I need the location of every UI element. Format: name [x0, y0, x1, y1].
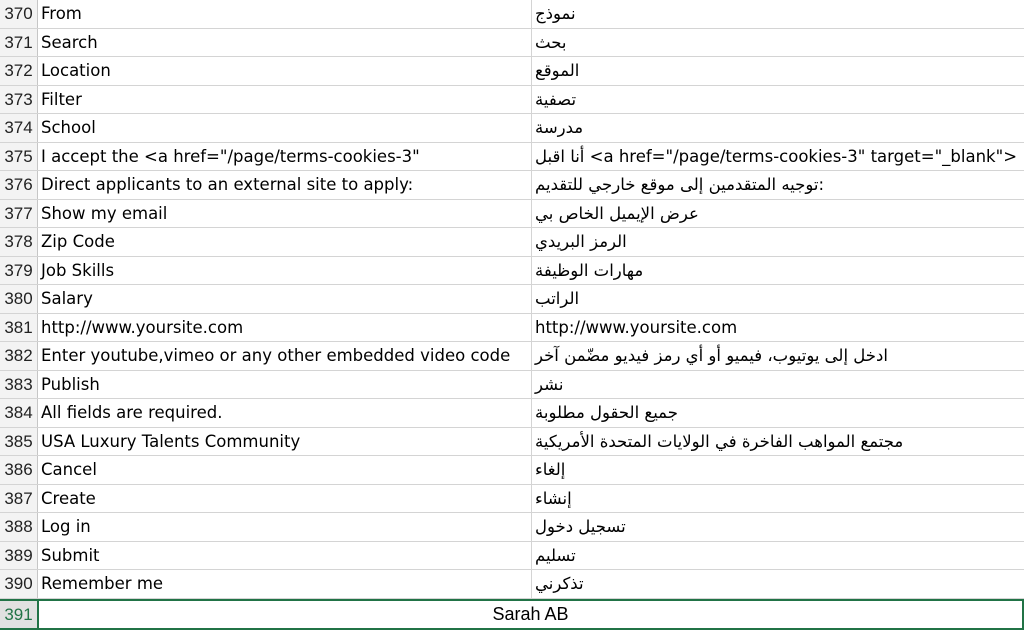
row-number[interactable]: 383	[0, 371, 38, 399]
english-cell[interactable]: Search	[38, 29, 532, 57]
table-row	[0, 171, 1024, 200]
english-cell[interactable]: Remember me	[38, 570, 532, 598]
english-cell[interactable]: http://www.yoursite.com	[38, 314, 532, 342]
english-cell[interactable]: Location	[38, 57, 532, 85]
arabic-cell[interactable]: تذكرني	[535, 574, 584, 593]
row-number[interactable]: 370	[0, 0, 38, 28]
row-number[interactable]: 391	[0, 601, 38, 628]
arabic-cell[interactable]: إنشاء	[535, 488, 572, 508]
row-number[interactable]: 376	[0, 171, 38, 199]
arabic-cell[interactable]: نشر	[535, 374, 564, 394]
arabic-cell[interactable]: إلغاء	[535, 460, 566, 479]
selected-row	[0, 599, 1024, 630]
arabic-cell[interactable]: تصفية	[535, 89, 577, 109]
english-cell[interactable]: Salary	[38, 285, 532, 313]
table-row	[0, 428, 1024, 457]
row-number[interactable]: 374	[0, 114, 38, 142]
english-cell[interactable]: Submit	[38, 542, 532, 570]
arabic-cell[interactable]: ادخل إلى يوتيوب، فيميو أو أي رمز فيديو مضّمن آخر	[535, 346, 888, 365]
table-row	[0, 285, 1024, 314]
table-row	[0, 399, 1024, 428]
english-cell[interactable]: Create	[38, 485, 532, 513]
table-row	[0, 57, 1024, 86]
table-row	[0, 513, 1024, 542]
arabic-cell[interactable]: مجتمع المواهب الفاخرة في الولايات المتحدة الأمريكية	[535, 431, 904, 451]
english-cell[interactable]: Direct applicants to an external site to apply:	[38, 171, 532, 199]
english-cell[interactable]: Cancel	[38, 456, 532, 484]
row-number[interactable]: 380	[0, 285, 38, 313]
row-number[interactable]: 385	[0, 428, 38, 456]
row-number[interactable]: 377	[0, 200, 38, 228]
arabic-cell[interactable]: بحث	[535, 32, 567, 52]
english-cell[interactable]: Log in	[38, 513, 532, 541]
arabic-cell[interactable]: الراتب	[535, 289, 580, 308]
table-row	[0, 0, 1024, 29]
table-row	[0, 542, 1024, 571]
row-number[interactable]: 384	[0, 399, 38, 427]
arabic-cell[interactable]: عرض الإيميل الخاص بي	[535, 203, 699, 223]
row-number[interactable]: 387	[0, 485, 38, 513]
english-cell[interactable]: Enter youtube,vimeo or any other embedded video code	[38, 342, 532, 370]
table-row	[0, 143, 1024, 172]
table-row	[0, 86, 1024, 115]
row-number[interactable]: 379	[0, 257, 38, 285]
table-row	[0, 257, 1024, 286]
table-row	[0, 342, 1024, 371]
row-number[interactable]: 371	[0, 29, 38, 57]
arabic-cell[interactable]: مهارات الوظيفة	[535, 260, 644, 280]
table-row	[0, 29, 1024, 58]
table-row	[0, 314, 1024, 343]
english-cell[interactable]: Job Skills	[38, 257, 532, 285]
english-cell[interactable]: All fields are required.	[38, 399, 532, 427]
row-number[interactable]: 389	[0, 542, 38, 570]
table-row	[0, 114, 1024, 143]
table-row	[0, 371, 1024, 400]
row-number[interactable]: 390	[0, 570, 38, 598]
english-cell[interactable]: Publish	[38, 371, 532, 399]
english-cell[interactable]: Filter	[38, 86, 532, 114]
arabic-cell[interactable]: الرمز البريدي	[535, 232, 627, 251]
row-number[interactable]: 386	[0, 456, 38, 484]
table-row	[0, 485, 1024, 514]
arabic-cell[interactable]: مدرسة	[535, 118, 584, 137]
english-cell[interactable]: From	[38, 0, 532, 28]
arabic-cell[interactable]: توجيه المتقدمين إلى موقع خارجي للتقديم:	[535, 175, 825, 194]
table-row	[0, 200, 1024, 229]
arabic-cell[interactable]: نموذج	[535, 4, 576, 23]
row-number[interactable]: 378	[0, 228, 38, 256]
arabic-cell[interactable]: تسجيل دخول	[535, 517, 626, 536]
row-number[interactable]: 375	[0, 143, 38, 171]
row-number[interactable]: 373	[0, 86, 38, 114]
english-cell[interactable]: I accept the <a href="/page/terms-cookies-3"	[38, 143, 532, 171]
english-cell[interactable]: USA Luxury Talents Community	[38, 428, 532, 456]
english-cell[interactable]: School	[38, 114, 532, 142]
row-number[interactable]: 381	[0, 314, 38, 342]
arabic-cell[interactable]: جميع الحقول مطلوبة	[535, 403, 678, 422]
english-cell[interactable]: Zip Code	[38, 228, 532, 256]
table-row	[0, 228, 1024, 257]
merged-cell[interactable]: Sarah AB	[38, 601, 1024, 628]
arabic-cell[interactable]: الموقع	[535, 61, 580, 80]
row-number[interactable]: 372	[0, 57, 38, 85]
row-number[interactable]: 388	[0, 513, 38, 541]
table-row	[0, 570, 1024, 599]
english-cell[interactable]: Show my email	[38, 200, 532, 228]
table-row	[0, 456, 1024, 485]
arabic-cell[interactable]: http://www.yoursite.com	[535, 317, 738, 337]
arabic-cell[interactable]: تسليم	[535, 545, 576, 565]
arabic-cell[interactable]: أنا اقبل <a href="/page/terms-cookies-3" target="_blank">	[535, 146, 1018, 166]
row-number[interactable]: 382	[0, 342, 38, 370]
